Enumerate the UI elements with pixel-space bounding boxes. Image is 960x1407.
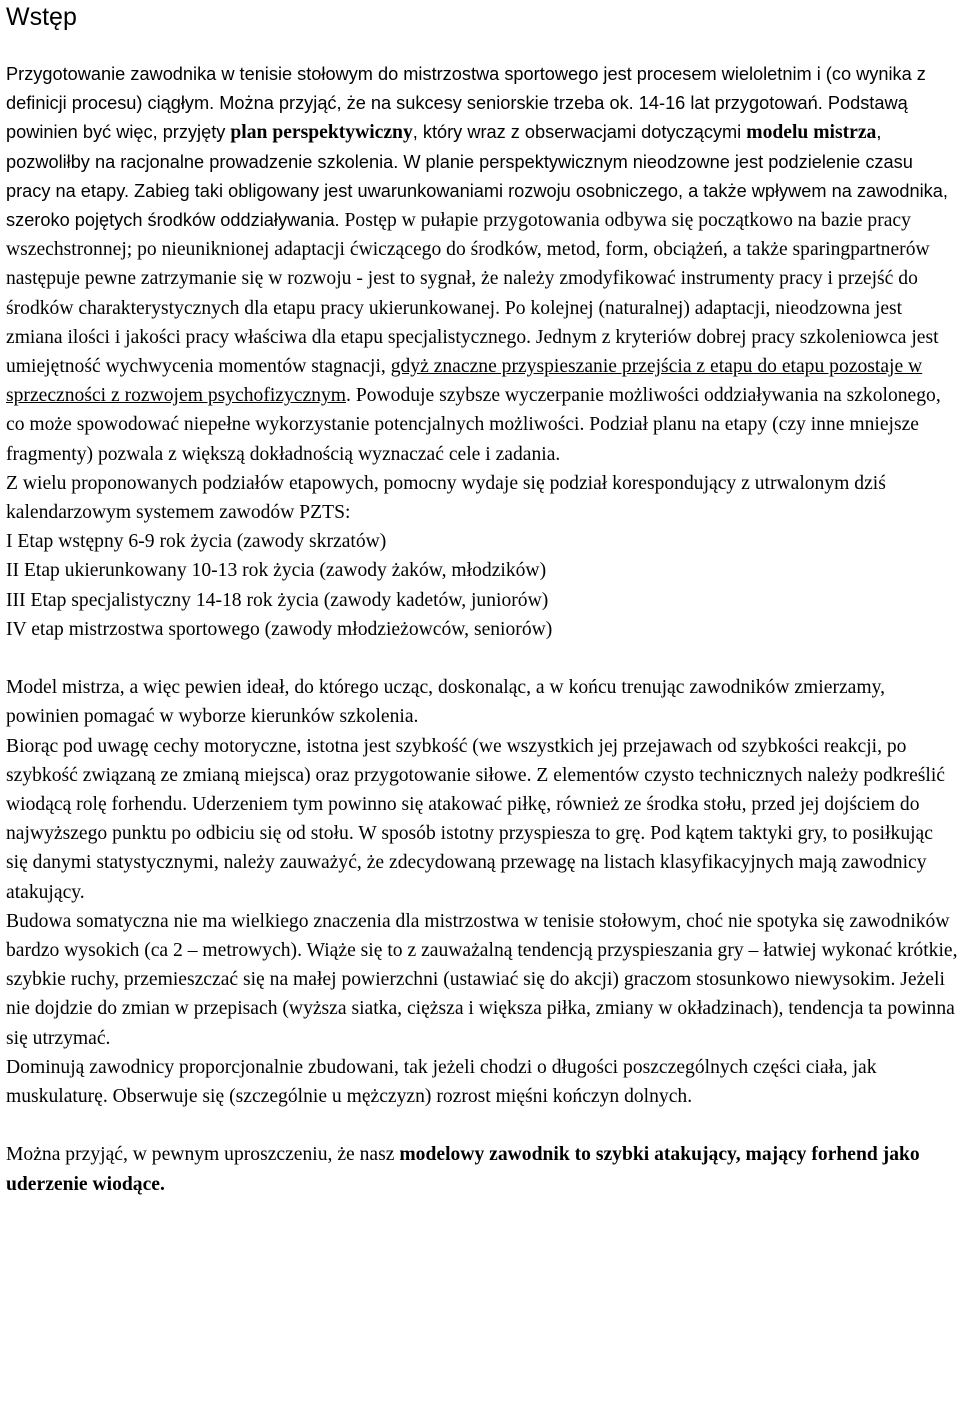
intro-text-progress: Postęp w pułapie przygotowania odbywa się początkowo na bazie pracy wszechstronnej; po nieuniknionej adaptacji ćwiczącego do środków, metod, form, obciążeń, a także sparingpartnerów następuje pewne zatrzymanie się w rozwoju - jest to sygnał, że należy zmodyfikować instrumenty pracy i przejść do środków charakterystycznych dla etapu pracy ukierunkowanej. Po kolejnej (naturalnej) adaptacji, nieodzowna jest zmiana ilości i jakości pracy właściwa dla etapu specjalistycznego. Jednym z kryteriów dobrej pracy szkoleniowca jest umiejętność wychwycenia momentów stagnacji, [6,210,939,378]
paragraph-proportions: Dominują zawodnicy proporcjonalnie zbudowani, tak jeżeli chodzi o długości poszczególnych części ciała, jak muskulaturę. Obserwuje się (szczególnie u mężczyzn) rozrost mięśni kończyn dolnych. [6,1056,877,1108]
stage-item-3: III Etap specjalistyczny 14-18 rok życia (zawody kadetów, juniorów) [6,589,549,611]
conclusion-bold: modelowy zawodnik to szybki atakujący, mający forhend jako uderzenie wiodące. [6,1144,920,1195]
paragraph-somatic: Budowa somatyczna nie ma wielkiego znaczenia dla mistrzostwa w tenisie stołowym, choć nie spotyka się zawodników bardzo wysokich (ca 2 – metrowych). Wiąże się to z zauważalną tendencją przyspieszania gry – łatwiej wykonać krótkie, szybkie ruchy, przemieszczać się na małej powierzchni (ustawiać się do akcji) graczom stosunkowo niewysokim. Jeżeli nie dojdzie do zmian w przepisach (wyższa siatka, cięższa i większa piłka, zmiany w okładzinach), tendencja ta powinna się utrzymać. [6,910,958,1049]
spacer [6,644,958,673]
document-body [6,60,958,1199]
paragraph-model: Model mistrza, a więc pewien ideał, do którego ucząc, doskonaląc, a w końcu trenując zawodników zmierzamy, powinien pomagać w wyborze kierunków szkolenia. [6,677,886,728]
paragraph-motor: Biorąc pod uwagę cechy motoryczne, istotna jest szybkość (we wszystkich jej przejawach od szybkości reakcji, po szybkość związaną ze zmianą miejsca) oraz przygotowanie siłowe. Z elementów czysto technicznych należy podkreślić wiodącą rolę forhendu. Uderzeniem tym powinno się atakować piłkę, również ze środka stołu, przed jej dojściem do najwyższego punktu po odbiciu się od stołu. W sposób istotny przyspiesza to grę. Pod kątem taktyki gry, to posiłkując się danymi statystycznymi, należy zauważyć, że zdecydowaną przewagę na listach klasyfikacyjnych mają zawodnicy atakujący. [6,735,946,903]
paragraph-stage-division: Z wielu proponowanych podziałów etapowych, pomocny wydaje się podział korespondujący z utrwalonym dziś kalendarzowym systemem zawodów PZTS: [6,472,886,524]
stage-item-4: IV etap mistrzostwa sportowego (zawody młodzieżowców, seniorów) [6,618,553,640]
paragraph-conclusion [6,1140,958,1198]
paragraph-intro [6,60,958,469]
intro-text-e: , pozwoliłby na racjonalne prowadzenie szkolenia. W planie perspektywicznym nieodzowne jest podzielenie czasu pracy na etapy. Zabieg taki obligowany jest uwarunkowaniami rozwoju osobniczego, a także wpływem na zawodnika, szeroko pojętych środków oddziaływania. [6,122,948,231]
page-title: Wstęp [6,3,77,31]
stage-item-1: I Etap wstępny 6-9 rok życia (zawody skrzatów) [6,531,387,553]
intro-text-a: Podstawą powinien być więc, przyjęty [6,93,908,143]
term-model-mistrza: modelu mistrza [746,122,877,144]
intro-text-c: , który wraz z obserwacjami dotyczącymi [412,122,747,143]
term-plan-perspektywiczny: plan perspektywiczny [230,122,413,144]
conclusion-text: Można przyjąć, w pewnym uproszczeniu, że nasz [6,1144,400,1166]
intro-sentence: Przygotowanie zawodnika w tenisie stołowym do mistrzostwa sportowego jest procesem wieloletnim i (co wynika z definicji procesu) ciągłym. Można przyjąć, że na sukcesy seniorskie trzeba ok. 14-16 lat przygotowań. [6,64,926,114]
spacer [6,1111,958,1140]
stage-item-2: II Etap ukierunkowany 10-13 rok życia (zawody żaków, młodzików) [6,560,547,582]
stage-list [6,527,958,644]
underlined-statement: gdyż znaczne przyspieszanie przejścia z etapu do etapu pozostaje w sprzeczności z rozwojem psychofizycznym [6,356,923,407]
intro-text-end: . Powoduje szybsze wyczerpanie możliwości oddziaływania na szkolonego, co może spowodować niepełne wykorzystanie potencjalnych możliwości. Podział planu na etapy (czy inne mniejsze fragmenty) pozwala z większą dokładnością wyznaczać cele i zadania. [6,385,941,465]
